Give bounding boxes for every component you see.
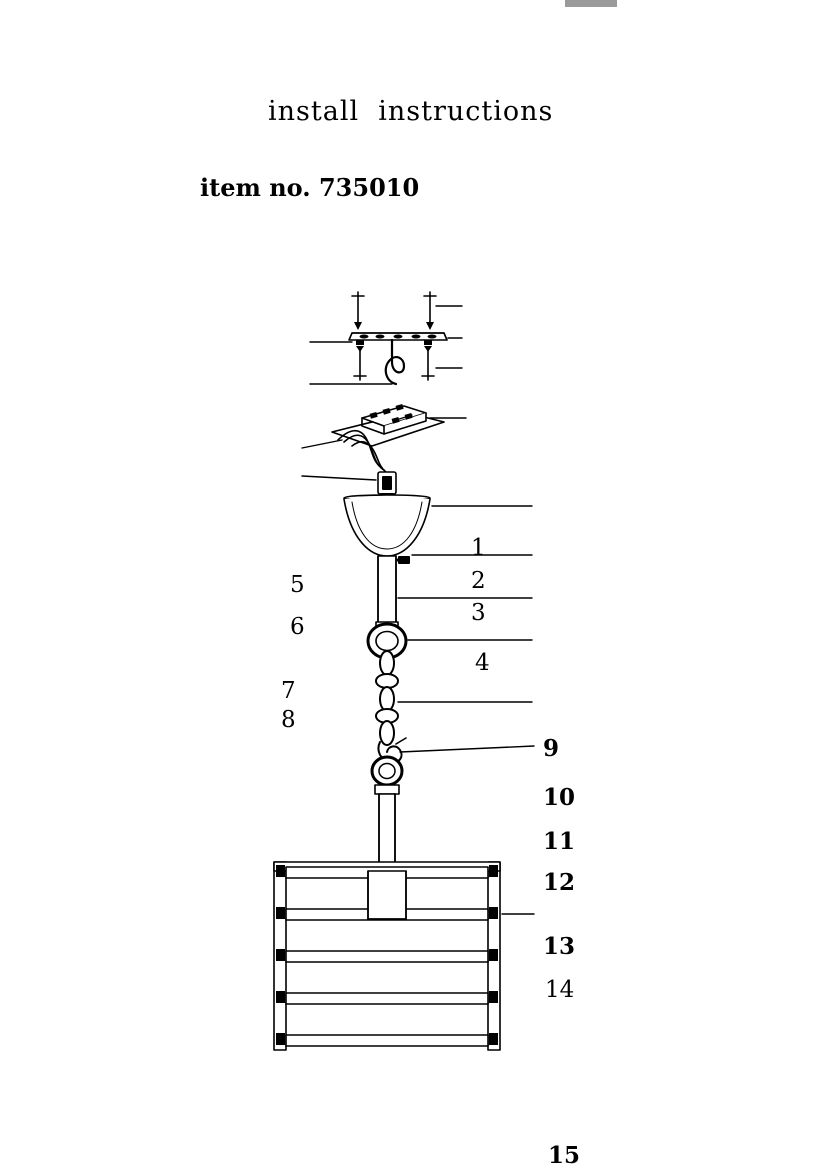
callout-8: 8 [281,707,296,733]
part-bracket-screws [354,346,434,380]
callout-12: 12 [543,869,576,896]
scan-artifact-bar [565,0,617,7]
callout-15: 15 [548,1142,581,1169]
callout-6: 6 [290,614,305,640]
callout-13: 13 [543,933,576,960]
part-terminal-block [332,404,444,446]
callout-1: 1 [471,535,486,561]
part-lower-ring-stem [372,757,402,866]
assembly-diagram [0,250,826,1169]
part-ceiling-hook [386,340,404,384]
part-shade-frame [274,862,500,1050]
part-upper-stem [376,556,398,630]
page-title: install instructions [268,96,554,127]
part-canopy-set-screw [396,556,410,564]
part-chain [376,651,398,745]
callout-7: 7 [281,678,296,704]
assembly-diagram-svg [0,250,826,1100]
part-wire-clamp [378,472,396,494]
part-canopy [344,495,430,556]
part-mounting-screws [352,292,436,330]
callout-2: 2 [471,568,486,594]
callout-5: 5 [290,572,305,598]
leader-lines [302,306,534,914]
callout-14: 14 [545,977,575,1003]
callout-11: 11 [543,828,576,855]
callout-3: 3 [471,600,486,626]
part-mounting-bracket [349,333,447,345]
callout-4: 4 [475,650,490,676]
item-number: item no. 735010 [200,173,420,202]
callout-9: 9 [543,735,560,762]
callout-10: 10 [543,784,576,811]
